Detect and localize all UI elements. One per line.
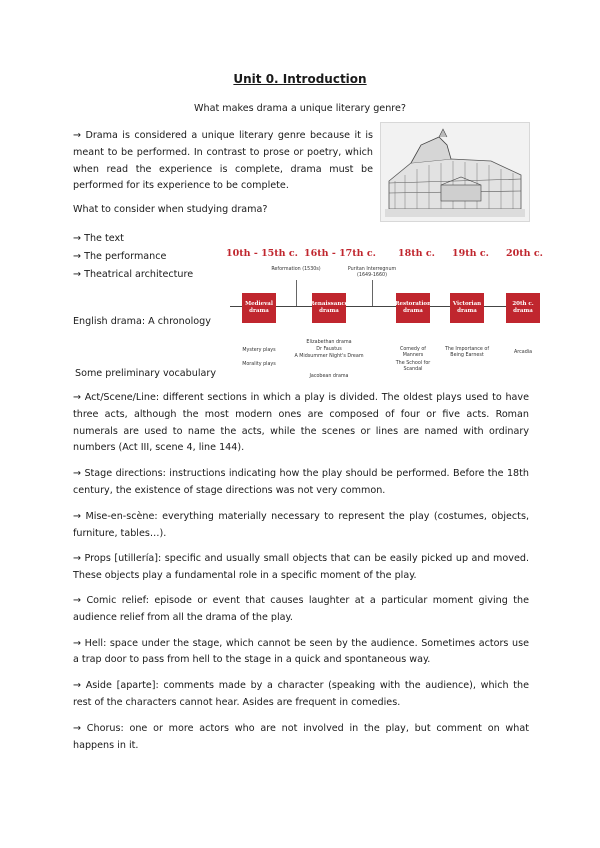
vocabulary-heading: Some preliminary vocabulary [75, 368, 216, 379]
definition-comic-relief: → Comic relief: episode or event that causes laughter at a particular moment giving the audience relief from all the drama of the play. [73, 594, 529, 623]
marker-stem [296, 280, 297, 306]
interregnum-marker: Puritan Interregnum (1649-1660) [347, 267, 397, 278]
timeline-note: A Midsummer Night's Dream [294, 354, 364, 359]
definition-chorus: → Chorus: one or more actors who are not involved in the play, but comment on what happens in it. [73, 722, 529, 751]
marker-stem [372, 280, 373, 306]
period-box-20th-century: 20th c. drama [506, 293, 540, 323]
reformation-marker: Reformation (1530s) [271, 267, 321, 272]
page-title: Unit 0. Introduction [233, 72, 367, 86]
timeline-note: Morality plays [242, 362, 276, 367]
intro-paragraph: → Drama is considered a unique literary genre because it is meant to be performed. In contrast to prose or poetry, which when read the experience is complete, drama must be performed for its experience to be complete. [73, 130, 373, 192]
consider-heading: What to consider when studying drama? [73, 204, 268, 215]
period-box-victorian: Victorian drama [450, 293, 484, 323]
period-box-restoration: Restoration drama [396, 293, 430, 323]
definition-act-scene-line: → Act/Scene/Line: different sections in which a play is divided. The oldest plays used to have three acts, although the most modern ones are composed of four or five acts. Roman numerals are used to name the acts, while the scenes or lines are named with ordinary numbers (Act III, scene 4, line 144). [73, 392, 529, 454]
definition-mise-en-scene: → Mise-en-scène: everything materially necessary to represent the play (costumes, objects, furniture, tables…). [73, 510, 529, 539]
era-label: 18th c. [398, 248, 435, 259]
chronology-heading: English drama: A chronology [73, 316, 211, 327]
timeline-note: The Importance of Being Earnest [444, 347, 490, 358]
drama-timeline [222, 246, 552, 379]
consider-list [73, 230, 193, 284]
era-label: 19th c. [452, 248, 489, 259]
timeline-note: Arcadia [513, 350, 533, 355]
vocabulary-definitions [73, 390, 529, 763]
timeline-note: Jacobean drama [309, 374, 349, 379]
timeline-note: Mystery plays [242, 348, 276, 353]
timeline-note: Elizabethan drama [306, 340, 352, 345]
list-item: → Theatrical architecture [73, 269, 194, 280]
era-label: 16th - 17th c. [304, 248, 376, 259]
era-label: 20th c. [506, 248, 543, 259]
era-label: 10th - 15th c. [226, 248, 298, 259]
timeline-note: Dr Faustus [316, 347, 342, 352]
globe-theatre-illustration [380, 122, 530, 222]
globe-theatre-drawing [381, 123, 529, 221]
definition-aside: → Aside [aparte]: comments made by a character (speaking with the audience), which the rest of the characters cannot hear. Asides are frequent in comedies. [73, 680, 529, 708]
definition-stage-directions: → Stage directions: instructions indicating how the play should be performed. Before the 18th century, the existence of stage directions was not very common. [73, 468, 529, 496]
definition-hell: → Hell: space under the stage, which cannot be seen by the audience. Sometimes actors use a trap door to pass from hell to the stage in a quick and spontaneous way. [73, 637, 529, 666]
definition-props: → Props [utillería]: specific and usually small objects that can be easily picked up and moved. These objects play a fundamental role in a specific moment of the play. [73, 553, 529, 582]
period-box-renaissance: Renaissance drama [312, 293, 346, 323]
period-box-medieval: Medieval drama [242, 293, 276, 323]
timeline-axis [230, 306, 540, 307]
timeline-note: Comedy of Manners [400, 347, 426, 358]
list-item: → The performance [73, 251, 167, 262]
list-item: → The text [73, 233, 124, 244]
page-subtitle: What makes drama a unique literary genre? [194, 103, 406, 114]
timeline-note: The School for Scandal [395, 361, 431, 372]
